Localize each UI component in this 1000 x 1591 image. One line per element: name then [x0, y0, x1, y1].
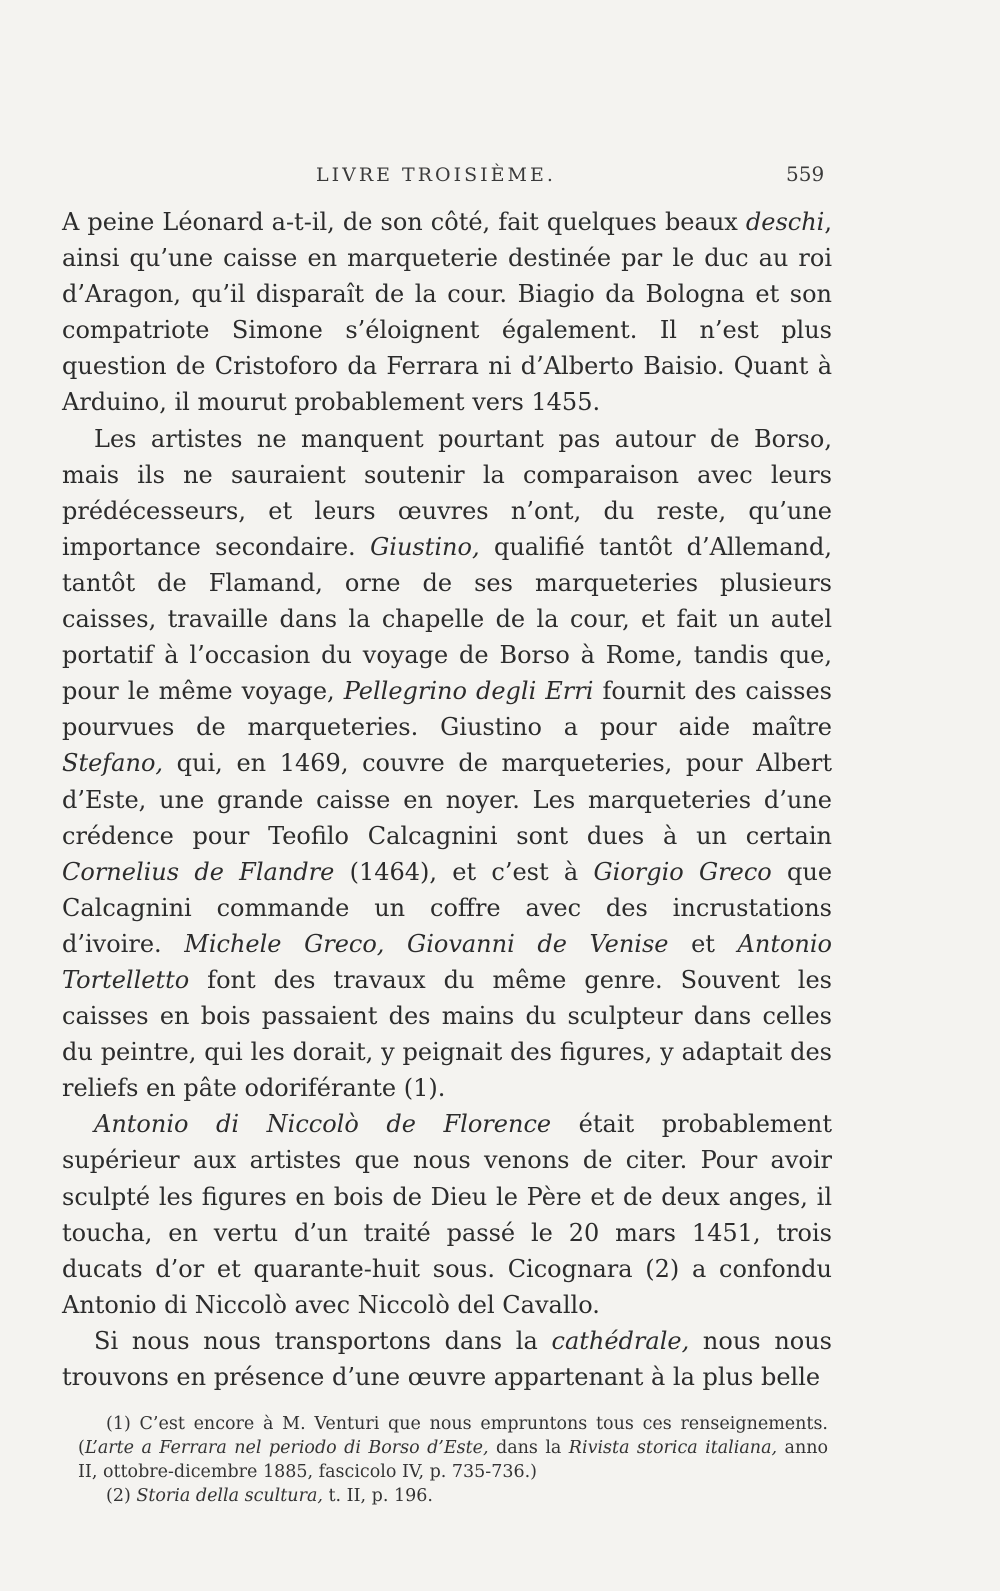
italic-name: Michele Greco, Giovanni de Venise [184, 929, 669, 958]
text-run: qualifié tantôt d’Allemand, tantôt de Flamand, orne de ses marqueteries plusieurs caisses, travaille dans la chapelle de la cour, et fait un autel portatif à l’occasion du voyage de Borso à Rome, tandis que, pour le même voyage, [62, 532, 832, 706]
footnotes [78, 1412, 828, 1508]
italic-title: Rivista storica italiana, [568, 1438, 778, 1458]
text-run: (1) C’est encore à M. Venturi que nous empruntons tous ces renseignements. ( [78, 1414, 828, 1458]
running-title: LIVRE TROISIÈME. [316, 164, 556, 186]
paragraph-2 [62, 421, 832, 1107]
italic-term: cathédrale, [551, 1326, 690, 1355]
italic-name: Antonio di Niccolò de Florence [94, 1110, 552, 1139]
italic-title: Storia della scultura, [136, 1486, 323, 1506]
text-run: dans la [488, 1438, 569, 1458]
italic-name: Pellegrino degli Erri [343, 677, 594, 706]
text-run: A peine Léonard a-t-il, de son côté, fait quelques beaux [62, 208, 746, 236]
paragraph-3 [62, 1106, 832, 1323]
paragraph-4 [62, 1323, 832, 1395]
text-run: nous nous trouvons en présence d’une œuvre appartenant à la plus belle [62, 1326, 832, 1391]
italic-name: Cornelius de Flandre [62, 857, 335, 886]
text-run: anno II, ottobre-dicembre 1885, fascicolo IV, p. 735-736.) [78, 1438, 829, 1482]
paragraph-1 [62, 204, 832, 421]
text-run: t. II, p. 196. [322, 1486, 433, 1506]
footnote-2 [78, 1484, 828, 1508]
italic-name: Giorgio Greco [593, 857, 772, 886]
page-number: 559 [786, 162, 825, 186]
text-run: que Calcagnini commande un coffre avec des incrustations d’ivoire. [62, 857, 833, 958]
italic-name: Stefano, [62, 749, 164, 778]
italic-title: L’arte a Ferrara nel periodo di Borso d’Este, [84, 1438, 489, 1458]
text-run: font des travaux du même genre. Souvent les caisses en bois passaient des mains du sculpteur dans celles du peintre, qui les dorait, y peignait des figures, y adaptait des reliefs en pâte odoriférante (1). [62, 965, 832, 1103]
italic-term: deschi [745, 208, 825, 236]
text-run: (2) [106, 1486, 137, 1506]
italic-name: Antonio Tortelletto [62, 929, 832, 994]
footnote-1 [78, 1412, 828, 1484]
body-text [62, 204, 832, 1395]
text-run: fournit des caisses pourvues de marqueteries. Giustino a pour aide maître [62, 677, 832, 742]
text-run: (1464), et c’est à [334, 857, 594, 886]
text-run: était probablement supérieur aux artistes que nous venons de citer. Pour avoir sculpté les figures en bois de Dieu le Père et de deux anges, il toucha, en vertu d’un traité passé le 20 mars 1451, trois ducats d’or et quarante-huit sous. Cicognara (2) a confondu Antonio di Niccolò avec Niccolò del Cavallo. [62, 1110, 832, 1319]
text-run: , ainsi qu’une caisse en marqueterie destinée par le duc au roi d’Aragon, qu’il disparaît de la cour. Biagio da Bologna et son compatriote Simone s’éloignent également. Il n’est plus question de Cristoforo da Ferrara ni d’Alberto Baisio. Quant à Arduino, il mourut probablement vers 1455. [62, 208, 832, 417]
text-run: et [668, 929, 738, 958]
text-run: Si nous nous transportons dans la [94, 1326, 552, 1355]
text-run: Les artistes ne manquent pourtant pas autour de Borso, mais ils ne sauraient soutenir la comparaison avec leurs prédécesseurs, et leurs œuvres n’ont, du reste, qu’une importance secondaire. [62, 424, 832, 561]
italic-name: Giustino, [370, 532, 480, 561]
text-run: qui, en 1469, couvre de marqueteries, pour Albert d’Este, une grande caisse en noyer. Les marqueteries d’une crédence pour Teofilo Calcagnini sont dues à un certain [62, 749, 832, 850]
